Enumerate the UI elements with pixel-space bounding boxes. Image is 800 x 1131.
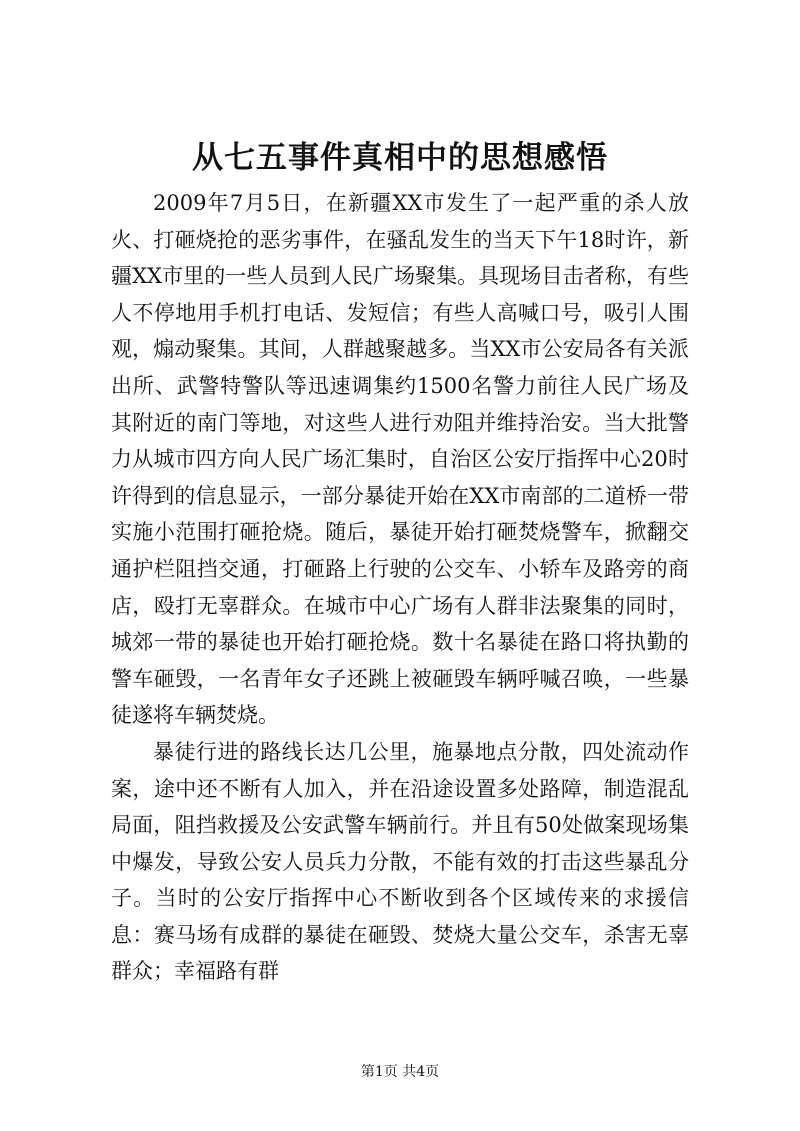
- document-body: [111, 185, 689, 990]
- paragraph-2: 暴徒行进的路线长达几公里，施暴地点分散，四处流动作案，途中还不断有人加入，并在沿途设置多处路障，制造混乱局面，阻挡救援及公安武警车辆前行。并且有50处做案现场集中爆发，导致公安人员兵力分散，不能有效的打击这些暴乱分子。当时的公安厅指挥中心不断收到各个区域传来的求援信息：赛马场有成群的暴徒在砸毁、焚烧大量公交车，杀害无辜群众；幸福路有群: [111, 739, 689, 984]
- paragraph-1: 2009年7月5日，在新疆XX市发生了一起严重的杀人放火、打砸烧抢的恶劣事件，在骚乱发生的当天下午18时许，新疆XX市里的一些人员到人民广场聚集。具现场目击者称，有些人不停地用手机打电话、发短信；有些人高喊口号，吸引人围观，煽动聚集。其间，人群越聚越多。当XX市公安局各有关派出所、武警特警队等迅速调集约1500名警力前往人民广场及其附近的南门等地，对这些人进行劝阻并维持治安。当大批警力从城市四方向人民广场汇集时，自治区公安厅指挥中心20时许得到的信息显示，一部分暴徒开始在XX市南部的二道桥一带实施小范围打砸抢烧。随后，暴徒开始打砸焚烧警车，掀翻交通护栏阻挡交通，打砸路上行驶的公交车、小轿车及路旁的商店，殴打无辜群众。在城市中心广场有人群非法聚集的同时，城郊一带的暴徒也开始打砸抢烧。数十名暴徒在路口将执勤的警车砸毁，一名青年女子还跳上被砸毁车辆呼喊召唤，一些暴徒遂将车辆焚烧。: [111, 191, 689, 728]
- document-title: 从七五事件真相中的思想感悟: [192, 140, 608, 176]
- page-footer: 第1页 共4页: [360, 1064, 440, 1080]
